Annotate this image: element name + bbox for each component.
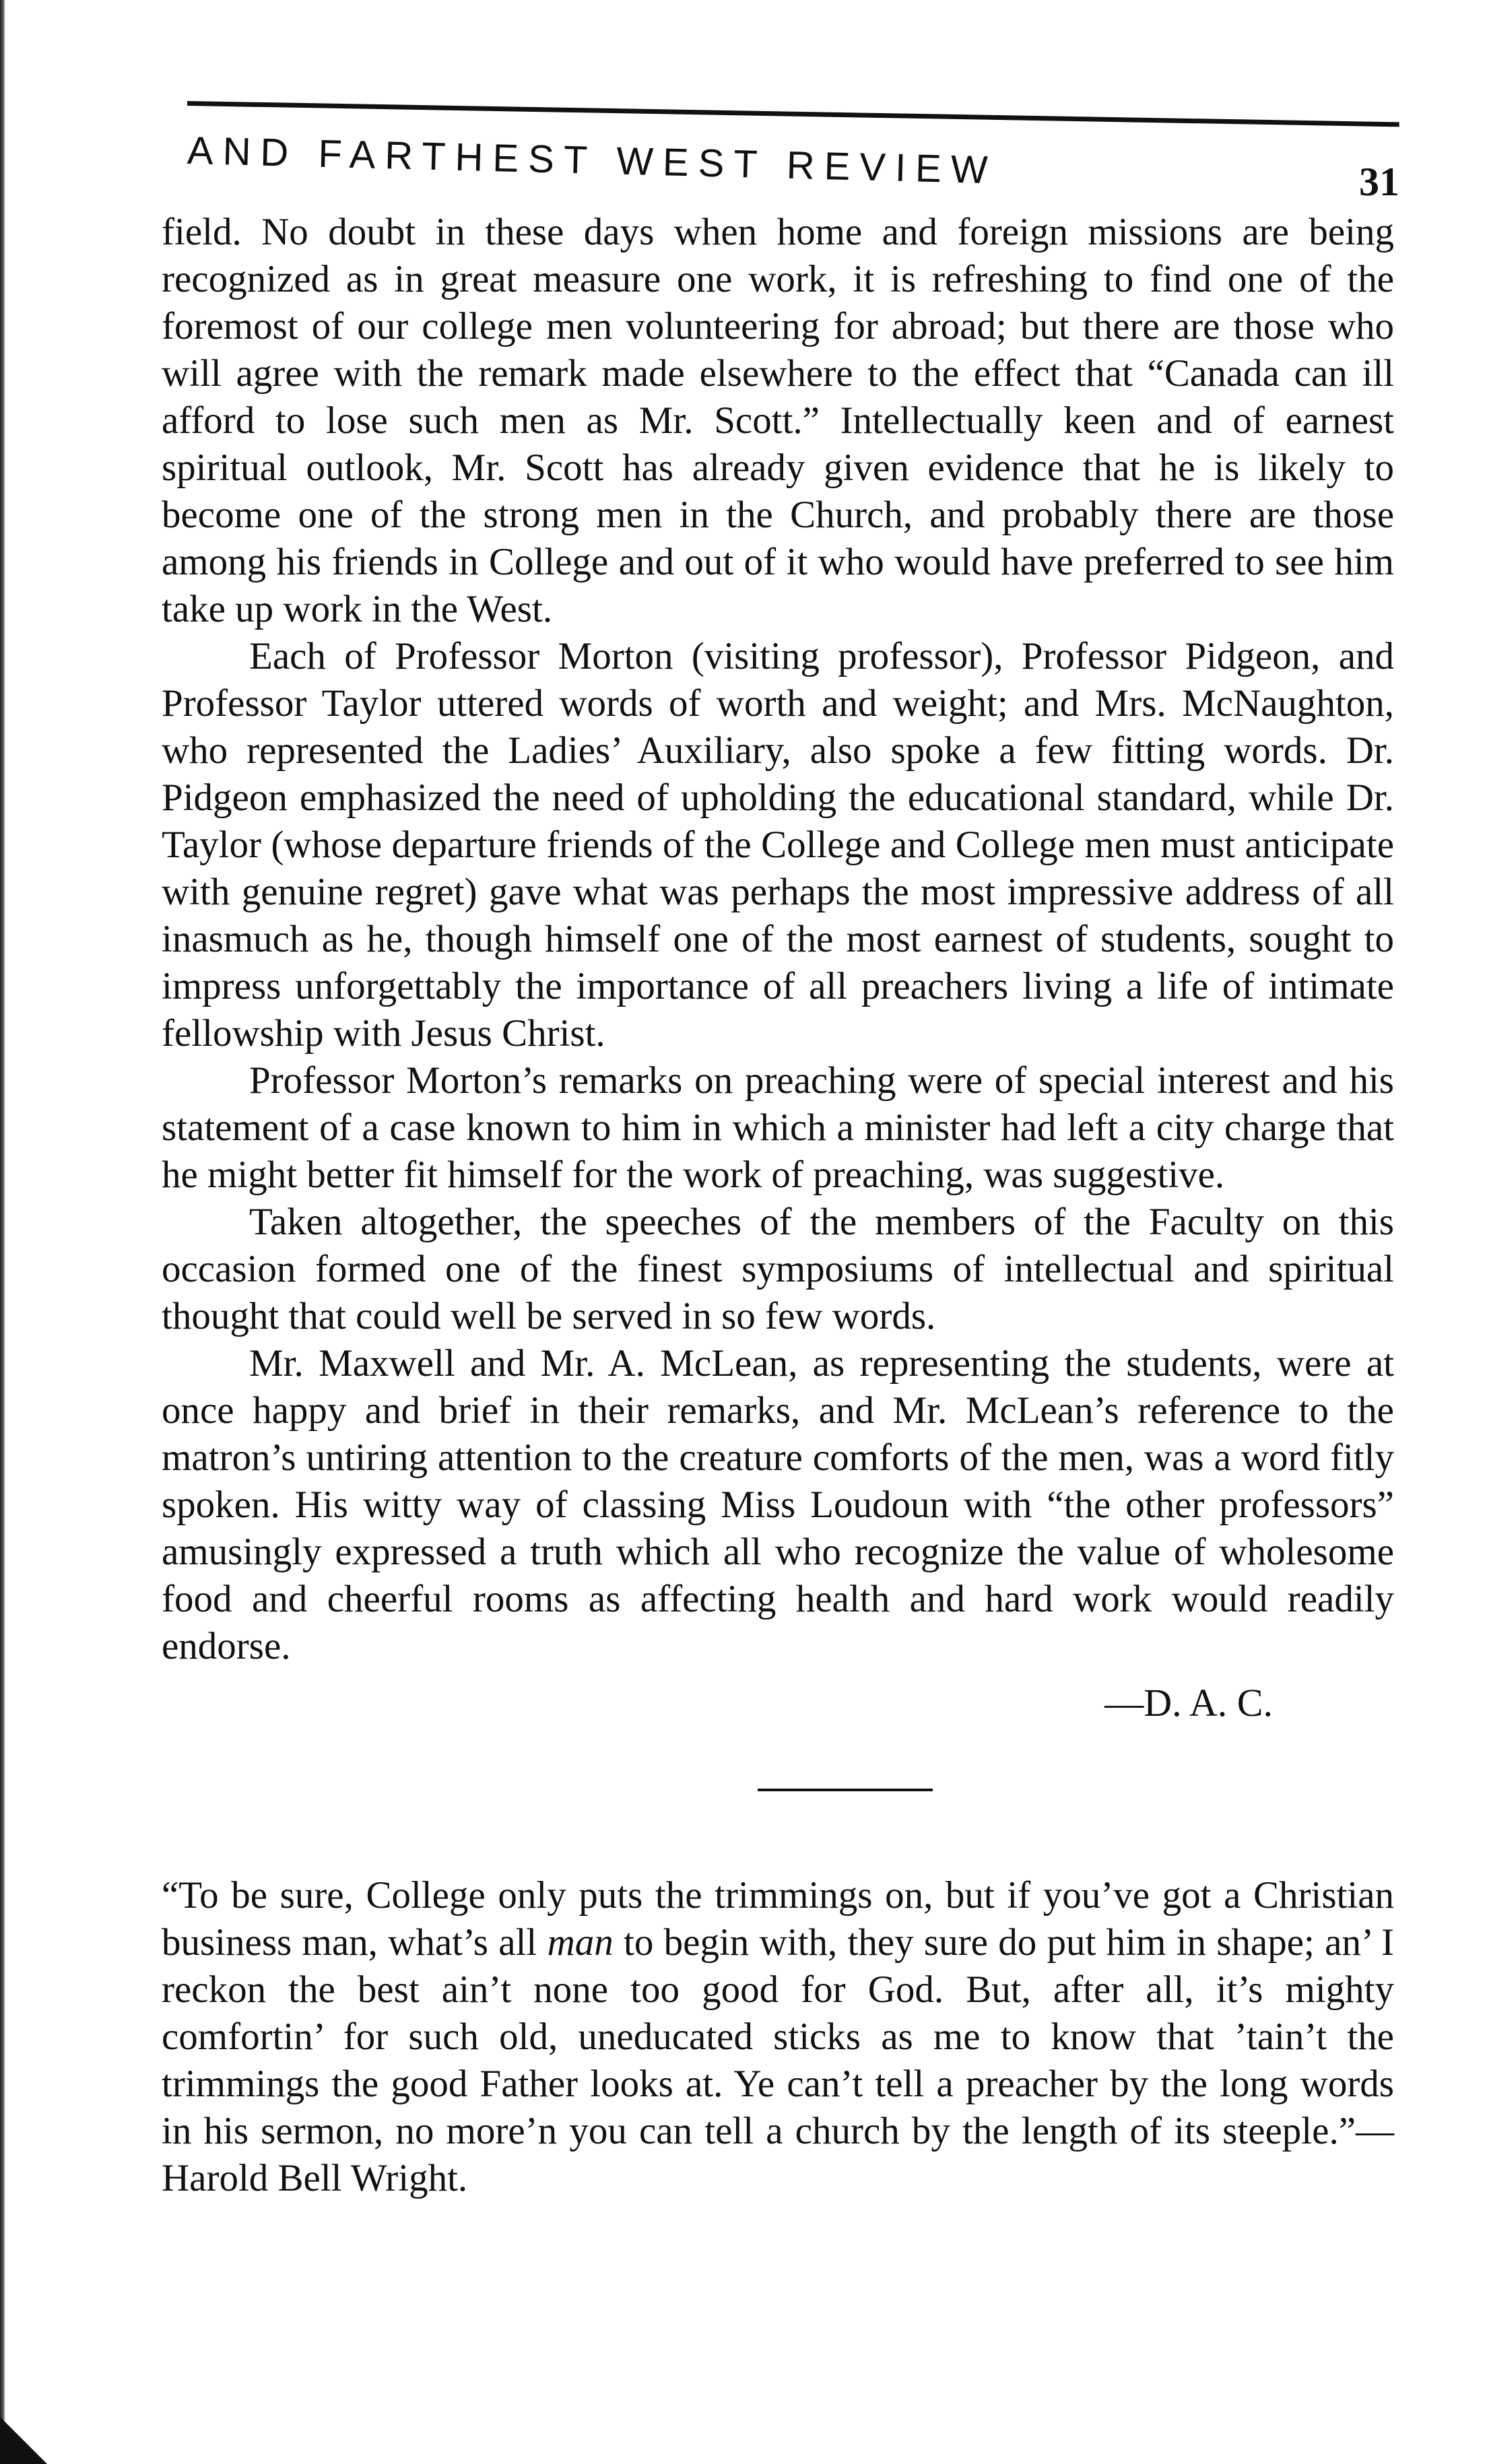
paragraph-5: Mr. Maxwell and Mr. A. McLean, as representing the students, were at once happy and brief in their remarks, and Mr. McLean’s reference to the matron’s untiring attention to the creature comforts of the men, was a word fitly spoken. His witty way of classing Miss Loudoun with “the other professors” amusingly expressed a truth which all who recognize the value of wholesome food and cheerful rooms as affecting health and hard work would readily endorse. (162, 1342, 1394, 1667)
page-number: 31 (1359, 160, 1399, 204)
author-signature: —D. A. C. (1104, 1681, 1273, 1725)
paragraph-1: field. No doubt in these days when home and foreign missions are being recognized as in great measure one work, it is refreshing to find one of the foremost of our college men volunteering for abroad; but there are those who will agree with the remark made elsewhere to the effect that “Canada can ill afford to lose such men as Mr. Scott.” Intellectually keen and of earnest spiritual outlook, Mr. Scott has already given evidence that he is likely to become one of the strong men in the Church, and probably there are those among his friends in College and out of it who would have preferred to see him take up work in the West. (162, 211, 1394, 630)
closing-quote (162, 1872, 1394, 2202)
paragraph-2: Each of Professor Morton (visiting professor), Professor Pidgeon, and Professor Taylor uttered words of worth and weight; and Mrs. McNaughton, who represented the Ladies’ Auxiliary, also spoke a few fitting words. Dr. Pidgeon emphasized the need of upholding the educational standard, while Dr. Taylor (whose departure friends of the College and College men must anticipate with genuine regret) gave what was perhaps the most impressive address of all inasmuch as he, though himself one of the most earnest of students, sought to impress unforgettably the importance of all preachers living a life of intimate fellowship with Jesus Christ. (162, 635, 1394, 1055)
running-head: AND FARTHEST WEST REVIEW (187, 129, 998, 193)
paragraph-4: Taken altogether, the speeches of the members of the Faculty on this occasion formed one of the finest symposiums of intellectual and spiritual thought that could well be served in so few words. (162, 1201, 1394, 1337)
quote-emphasis: man (547, 1921, 614, 1964)
quote-text-end: to begin with, they sure do put him in shape; an’ I reckon the best ain’t none too good for God. But, after all, it’s mighty comfortin’ for such old, uneducated sticks as me to know that ’tain’t the trimmings the good Father looks at. Ye can’t tell a preacher by the long words in his sermon, no more’n you can tell a church by the length of its steeple.”—Harold Bell Wright. (162, 1921, 1394, 2199)
article-body (162, 209, 1394, 2202)
section-divider (758, 1789, 933, 1791)
book-spine-edge (0, 0, 5, 2464)
page-corner-shadow (0, 2417, 47, 2464)
quote-text-start: “To be sure, College only puts the trimmings on, but if you’ve got a Christian business man, what’s all (162, 1874, 1394, 1964)
paragraph-3: Professor Morton’s remarks on preaching were of special interest and his statement of a case known to him in which a minister had left a city charge that he might better fit himself for the work of preaching, was suggestive. (162, 1059, 1394, 1196)
header-rule (187, 101, 1399, 127)
page-header (187, 94, 1399, 215)
